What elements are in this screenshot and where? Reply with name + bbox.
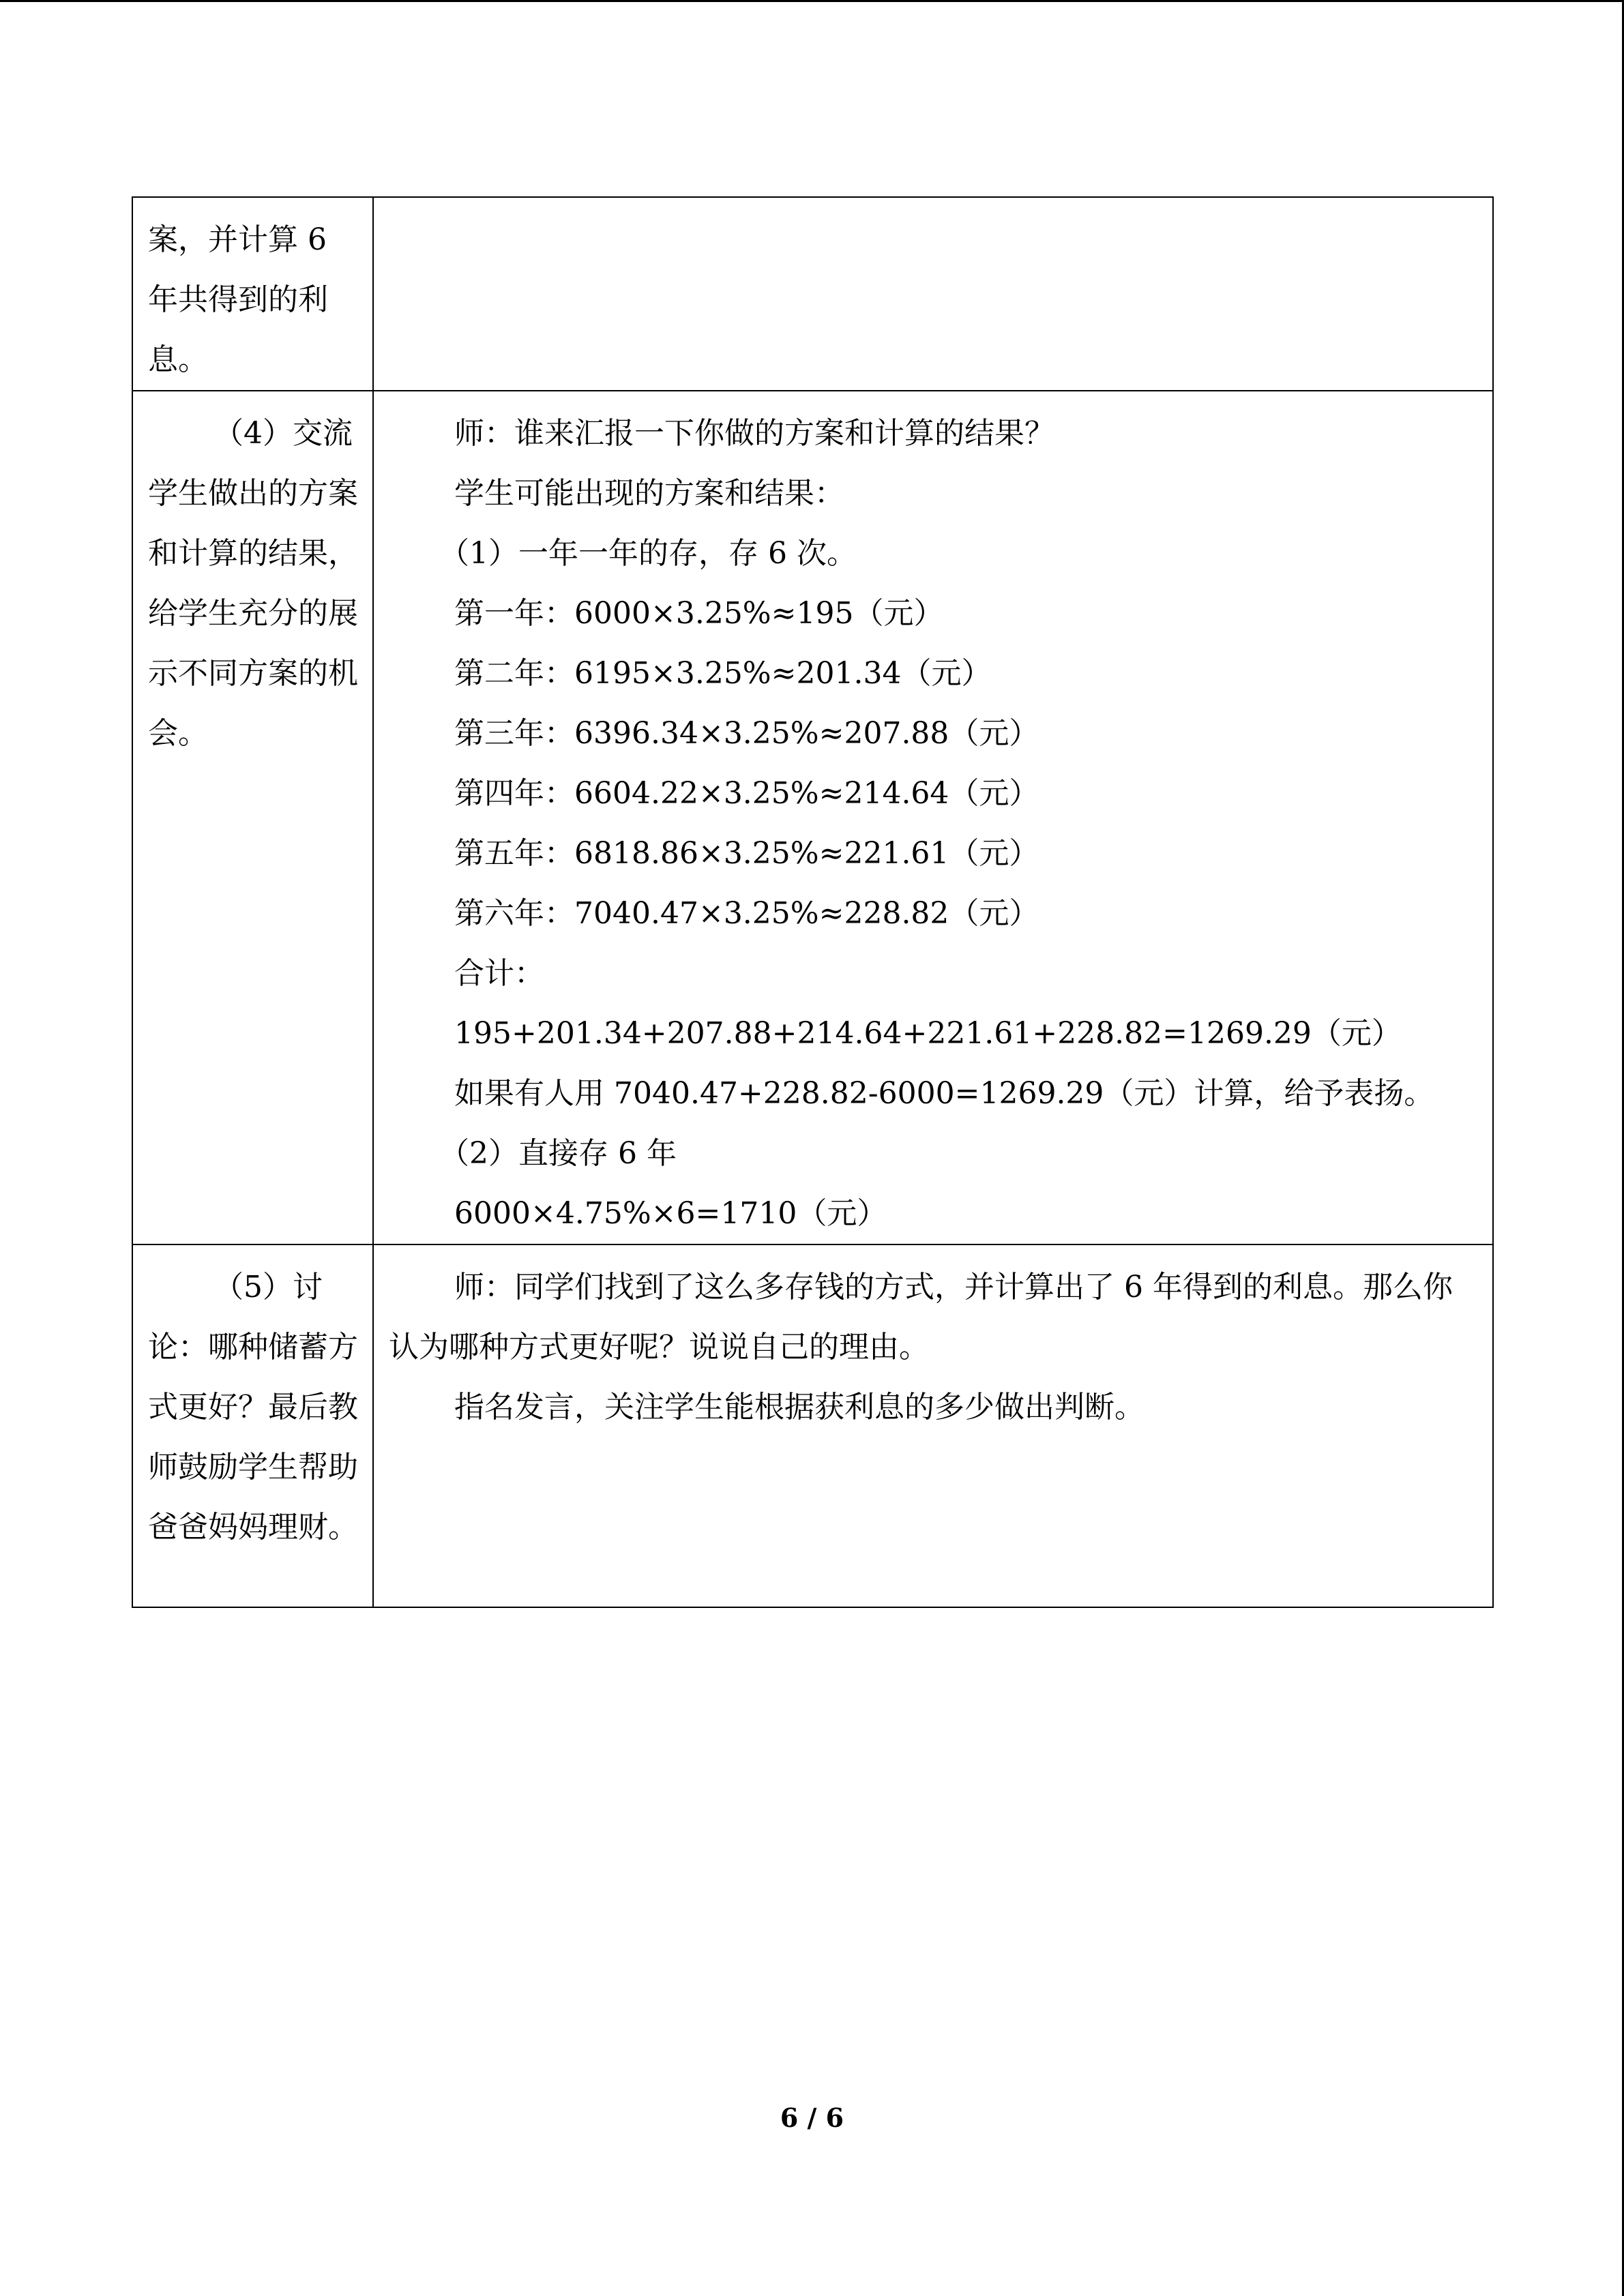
activity-line: 合计： <box>454 956 544 991</box>
teaching-activity-cell <box>373 197 1493 391</box>
step-description: 案，并计算 6 年共得到的利息。 <box>148 222 328 377</box>
calculation-line: 第六年：7040.47×3.25%≈228.82（元） <box>454 896 1039 931</box>
calculation-line: 195+201.34+207.88+214.64+221.61+228.82=1269.29（元） <box>454 1016 1402 1051</box>
activity-line: （1）一年一年的存，存 6 次。 <box>439 536 857 571</box>
teaching-activity-cell <box>373 1244 1493 1607</box>
lesson-plan-table <box>132 196 1494 1608</box>
activity-line: 学生可能出现的方案和结果： <box>454 476 844 511</box>
step-description-cell <box>132 197 373 391</box>
table-row <box>132 197 1493 391</box>
activity-line: 指名发言，关注学生能根据获利息的多少做出判断。 <box>454 1390 1145 1425</box>
teacher-question: 师：同学们找到了这么多存钱的方式，并计算出了 6 年得到的利息。那么你认为哪种方式更好呢？说说自己的理由。 <box>389 1270 1453 1365</box>
activity-line: （2）直接存 6 年 <box>439 1136 677 1171</box>
calculation-line: 6000×4.75%×6=1710（元） <box>454 1196 887 1231</box>
calculation-line: 第四年：6604.22×3.25%≈214.64（元） <box>454 776 1039 811</box>
table-row <box>132 391 1493 1244</box>
activity-line: 如果有人用 7040.47+228.82-6000=1269.29（元）计算，给予表扬。 <box>454 1076 1434 1111</box>
step-description-cell <box>132 1244 373 1607</box>
teacher-question: 师：谁来汇报一下你做的方案和计算的结果？ <box>454 416 1054 451</box>
table-row <box>132 1244 1493 1607</box>
step-description: （4）交流学生做出的方案和计算的结果，给学生充分的展示不同方案的机会。 <box>148 416 358 751</box>
page-border-top <box>0 0 1624 2</box>
teaching-activity-cell <box>373 391 1493 1244</box>
calculation-line: 第三年：6396.34×3.25%≈207.88（元） <box>454 716 1039 751</box>
calculation-line: 第二年：6195×3.25%≈201.34（元） <box>454 656 992 691</box>
step-description: （5）讨论：哪种储蓄方式更好？最后教师鼓励学生帮助爸爸妈妈理财。 <box>148 1270 358 1545</box>
calculation-line: 第五年：6818.86×3.25%≈221.61（元） <box>454 836 1039 871</box>
step-description-cell <box>132 391 373 1244</box>
page-number: 6 / 6 <box>780 2102 844 2133</box>
calculation-line: 第一年：6000×3.25%≈195（元） <box>454 596 944 631</box>
